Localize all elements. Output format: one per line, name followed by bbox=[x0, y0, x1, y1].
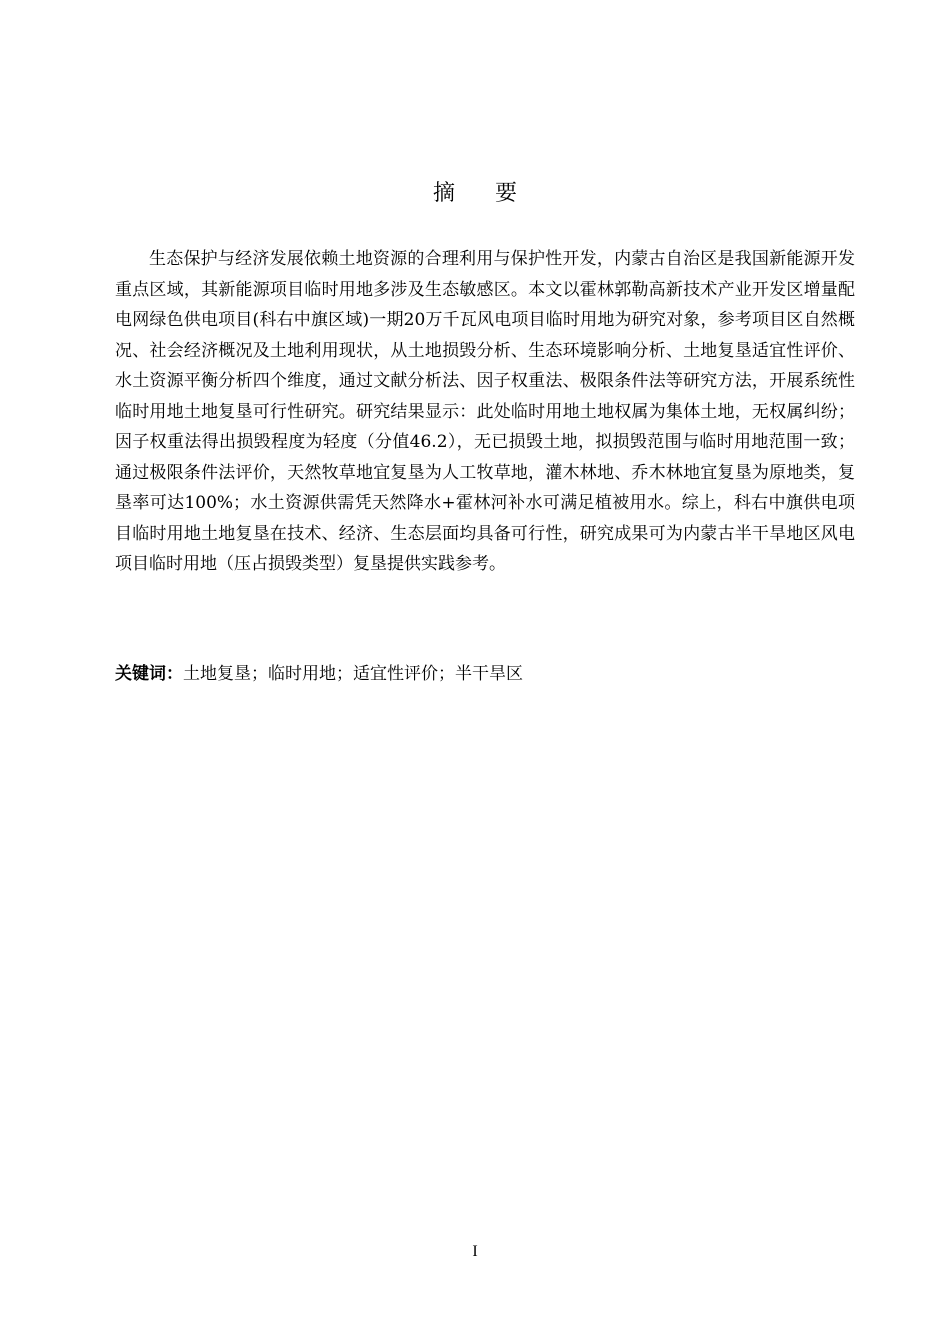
keywords-list: 土地复垦；临时用地；适宜性评价；半干旱区 bbox=[183, 664, 523, 684]
page-number: I bbox=[472, 1243, 478, 1260]
abstract-body: 生态保护与经济发展依赖土地资源的合理利用与保护性开发，内蒙古自治区是我国新能源开发重点区域，其新能源项目临时用地多涉及生态敏感区。本文以霍林郭勒高新技术产业开发区增量配电网绿色供电项目(科右中旗区域)一期20万千瓦风电项目临时用地为研究对象，参考项目区自然概况、社会经济概况及土地利用现状，从土地损毁分析、生态环境影响分析、土地复垦适宜性评价、水土资源平衡分析四个维度，通过文献分析法、因子权重法、极限条件法等研究方法，开展系统性临时用地土地复垦可行性研究。研究结果显示：此处临时用地土地权属为集体土地，无权属纠纷；因子权重法得出损毁程度为轻度（分值46.2），无已损毁土地，拟损毁范围与临时用地范围一致；通过极限条件法评价，天然牧草地宜复垦为人工牧草地，灌木林地、乔木林地宜复垦为原地类，复垦率可达100%；水土资源供需凭天然降水+霍林河补水可满足植被用水。综上，科右中旗供电项目临时用地土地复垦在技术、经济、生态层面均具备可行性，研究成果可为内蒙古半干旱地区风电项目临时用地（压占损毁类型）复垦提供实践参考。 bbox=[115, 249, 855, 574]
abstract-heading-char-2: 要 bbox=[495, 181, 518, 206]
keywords-line bbox=[115, 659, 855, 689]
abstract-heading bbox=[0, 178, 950, 210]
abstract-heading-char-1: 摘 bbox=[432, 181, 455, 206]
keywords-label: 关键词： bbox=[115, 664, 183, 684]
